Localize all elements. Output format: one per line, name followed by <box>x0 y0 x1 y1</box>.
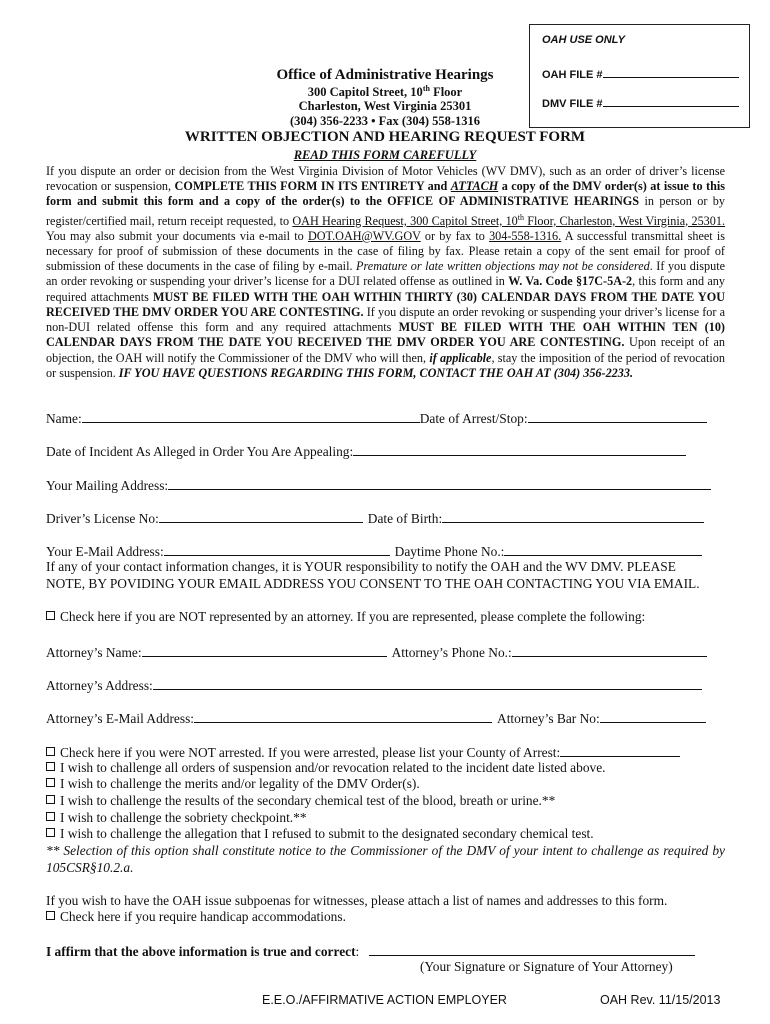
name-label: Name: <box>46 411 82 426</box>
option-challenge-results <box>46 793 555 810</box>
license-label: Driver’s License No: <box>46 511 159 526</box>
challenge-refusal-label: I wish to challenge the allegation that I refused to submit to the designated secondary chemical test. <box>60 826 594 841</box>
oah-use-only-box <box>529 24 750 128</box>
atty-email-label: Attorney’s E-Mail Address: <box>46 711 195 726</box>
challenge-merits-checkbox[interactable] <box>46 778 55 787</box>
instr-text-22: , stay the imposition of the period of revocation or suspension. <box>46 350 725 380</box>
date-arrest-input[interactable] <box>528 409 707 423</box>
instr-address-city: Floor, Charleston, West Virginia, 25301. <box>524 213 726 228</box>
challenge-sobriety-label: I wish to challenge the sobriety checkpoint.** <box>60 810 307 825</box>
office-phones: (304) 356-2233 • Fax (304) 558-1316 <box>289 114 481 128</box>
license-row <box>46 509 704 527</box>
instr-dui-deadline: MUST BE FILED WITH THE OAH WITHIN THIRTY (30) CALENDAR DAYS FROM THE DATE YOU RECEIVED THE DMV ORDER YOU ARE CONTESTING. <box>46 289 726 319</box>
option-not-arrested <box>46 743 680 762</box>
atty-address-label: Attorney’s Address: <box>46 678 153 693</box>
date-incident-row <box>46 442 686 460</box>
eeo-footer: E.E.O./AFFIRMATIVE ACTION EMPLOYER <box>262 993 507 1007</box>
instr-text-2: COMPLETE THIS FORM IN ITS ENTIRETY and <box>174 179 451 194</box>
dmv-file-row <box>542 95 739 110</box>
atty-address-row <box>46 676 702 694</box>
instr-premature: Premature or late written objections may not be considered <box>356 259 650 274</box>
option-challenge-merits <box>46 776 420 793</box>
atty-email-row <box>46 709 706 727</box>
atty-bar-input[interactable] <box>600 709 706 723</box>
not-represented-checkbox[interactable] <box>46 611 55 620</box>
form-title: WRITTEN OBJECTION AND HEARING REQUEST FORM <box>184 129 586 145</box>
challenge-all-checkbox[interactable] <box>46 762 55 771</box>
instr-address: OAH Hearing Request, 300 Capitol Street, 10 <box>292 213 518 228</box>
option-challenge-refusal <box>46 826 594 843</box>
oah-use-only-title: OAH USE ONLY <box>542 34 625 46</box>
not-arrested-checkbox[interactable] <box>46 747 55 756</box>
contact-notice-line-1: If any of your contact information changes, it is YOUR responsibility to notify the OAH and the WV DMV. PLEASE <box>46 559 676 574</box>
daytime-phone-label: Daytime Phone No.: <box>394 544 505 559</box>
handicap-label: Check here if you require handicap accommodations. <box>60 909 346 924</box>
street-text: 300 Capitol Street, 10 <box>307 85 423 100</box>
not-represented-label: Check here if you are NOT represented by an attorney. If you are represented, please complete the following: <box>60 609 646 624</box>
instr-attach: ATTACH <box>450 179 499 194</box>
instr-if-applicable: if applicable <box>429 350 492 365</box>
date-incident-label: Date of Incident As Alleged in Order You Are Appealing: <box>46 444 354 459</box>
affirmation-row <box>46 942 695 961</box>
mailing-address-input[interactable] <box>168 476 711 490</box>
contact-notice-line-2: NOTE, BY POVIDING YOUR EMAIL ADDRESS YOU CONSENT TO THE OAH CONTACTING YOU VIA EMAIL. <box>46 576 700 591</box>
signature-caption: (Your Signature or Signature of Your Attorney) <box>420 959 673 974</box>
instr-text-12: A successful transmittal sheet is necessary for proof of submission of these documents in the case of filing by fax. Please retain a copy of the sent email for proof of submission of these documents in the case of filing by e-mail. <box>46 228 725 274</box>
instr-text-8: You may also submit your documents via e-mail to <box>46 228 308 243</box>
option-handicap <box>46 909 346 926</box>
handicap-checkbox[interactable] <box>46 911 55 920</box>
option-challenge-all <box>46 760 606 777</box>
option-challenge-sobriety <box>46 810 307 827</box>
oah-file-row <box>542 66 739 81</box>
not-arrested-label: Check here if you were NOT arrested. If you were arrested, please list your County of Arrest: <box>60 745 561 760</box>
atty-name-label: Attorney’s Name: <box>46 645 142 660</box>
instr-text-10: or by fax to <box>420 228 490 243</box>
oah-address-link <box>292 214 725 228</box>
atty-email-input[interactable] <box>194 709 492 723</box>
selection-footnote: ** Selection of this option shall constitute notice to the Commissioner of the DMV of your intent to challenge as required by 105CSR§10.2.a. <box>46 843 725 875</box>
instructions-paragraph <box>46 164 725 381</box>
atty-phone-input[interactable] <box>512 643 707 657</box>
name-row <box>46 409 707 427</box>
challenge-merits-label: I wish to challenge the merits and/or legality of the DMV Order(s). <box>60 776 420 791</box>
dob-input[interactable] <box>442 509 704 523</box>
oah-file-label: OAH FILE # <box>542 69 603 81</box>
read-carefully-notice: READ THIS FORM CAREFULLY <box>293 148 477 162</box>
subpoena-note: If you wish to have the OAH issue subpoenas for witnesses, please attach a list of names and addresses to this form. <box>46 893 668 908</box>
instr-text-4: a copy of the DMV order(s) at issue to this form and submit this form and a copy of the order(s) to the OFFICE OF ADMINISTRATIVE HEARINGS <box>46 179 725 209</box>
affirmation-text: I affirm that the above information is true and correct <box>46 944 356 959</box>
challenge-sobriety-checkbox[interactable] <box>46 812 55 821</box>
email-row <box>46 542 702 560</box>
instr-questions-contact: IF YOU HAVE QUESTIONS REGARDING THIS FORM, CONTACT THE OAH AT (304) 356-2233. <box>118 365 634 380</box>
signature-input[interactable] <box>369 942 695 956</box>
instr-text-5: in person or by register/certified mail, return receipt requested, to <box>46 194 725 228</box>
dob-label: Date of Birth: <box>367 511 443 526</box>
county-of-arrest-input[interactable] <box>560 743 680 757</box>
dmv-file-line[interactable] <box>603 95 739 107</box>
license-input[interactable] <box>159 509 363 523</box>
office-name: Office of Administrative Hearings <box>276 67 494 83</box>
instr-text-20: Upon receipt of an objection, the OAH will notify the Commissioner of the DMV who will then, <box>46 335 725 365</box>
date-incident-input[interactable] <box>353 442 686 456</box>
instr-text-18: If you dispute an order revoking or suspending your driver’s license for a non-DUI related offense this form and any required attachments <box>46 304 725 335</box>
challenge-results-label: I wish to challenge the results of the secondary chemical test of the blood, breath or urine.** <box>60 793 556 808</box>
atty-bar-label: Attorney’s Bar No: <box>497 711 600 726</box>
oah-file-line[interactable] <box>603 66 739 78</box>
instr-text-14: . If you dispute an order revoking or suspending your driver’s license for a DUI related offense as outlined in <box>46 259 725 289</box>
oah-email-link[interactable]: DOT.OAH@WV.GOV <box>307 228 421 243</box>
email-label: Your E-Mail Address: <box>46 544 164 559</box>
atty-address-input[interactable] <box>153 676 702 690</box>
not-represented-row <box>46 609 645 625</box>
challenge-results-checkbox[interactable] <box>46 795 55 804</box>
dmv-file-label: DMV FILE # <box>542 98 603 110</box>
instr-nondui-deadline: MUST BE FILED WITH THE OAH WITHIN TEN (10) CALENDAR DAYS FROM THE DATE YOU RECEIVED THE DMV ORDER YOU ARE CONTESTING. <box>46 320 725 350</box>
atty-name-input[interactable] <box>142 643 387 657</box>
instr-address-sup: th <box>517 212 524 222</box>
challenge-refusal-checkbox[interactable] <box>46 828 55 837</box>
instr-text-16: , this form and any required attachments <box>46 274 725 304</box>
mailing-row <box>46 476 711 494</box>
instr-code-ref: W. Va. Code §17C-5A-2 <box>508 274 633 289</box>
name-input[interactable] <box>82 409 420 423</box>
date-arrest-label: Date of Arrest/Stop: <box>419 411 528 426</box>
office-city: Charleston, West Virginia 25301 <box>298 99 472 113</box>
atty-phone-label: Attorney’s Phone No.: <box>391 645 512 660</box>
email-input[interactable] <box>164 542 390 556</box>
street-sup: th <box>422 84 430 93</box>
atty-name-row <box>46 643 707 661</box>
challenge-all-label: I wish to challenge all orders of suspension and/or revocation related to the incident date listed above. <box>60 760 606 775</box>
street-floor: Floor <box>429 85 463 100</box>
oah-fax-number: 304-558-1316. <box>489 228 562 243</box>
office-street <box>230 84 540 100</box>
affirmation-colon: : <box>355 944 360 959</box>
instr-text-1: If you dispute an order or decision from the West Virginia Division of Motor Vehicles (WV DMV), such as an order of driver’s license revocation or suspension, <box>46 164 725 194</box>
daytime-phone-input[interactable] <box>504 542 702 556</box>
revision-footer: OAH Rev. 11/15/2013 <box>600 993 721 1007</box>
mailing-address-label: Your Mailing Address: <box>46 478 169 493</box>
